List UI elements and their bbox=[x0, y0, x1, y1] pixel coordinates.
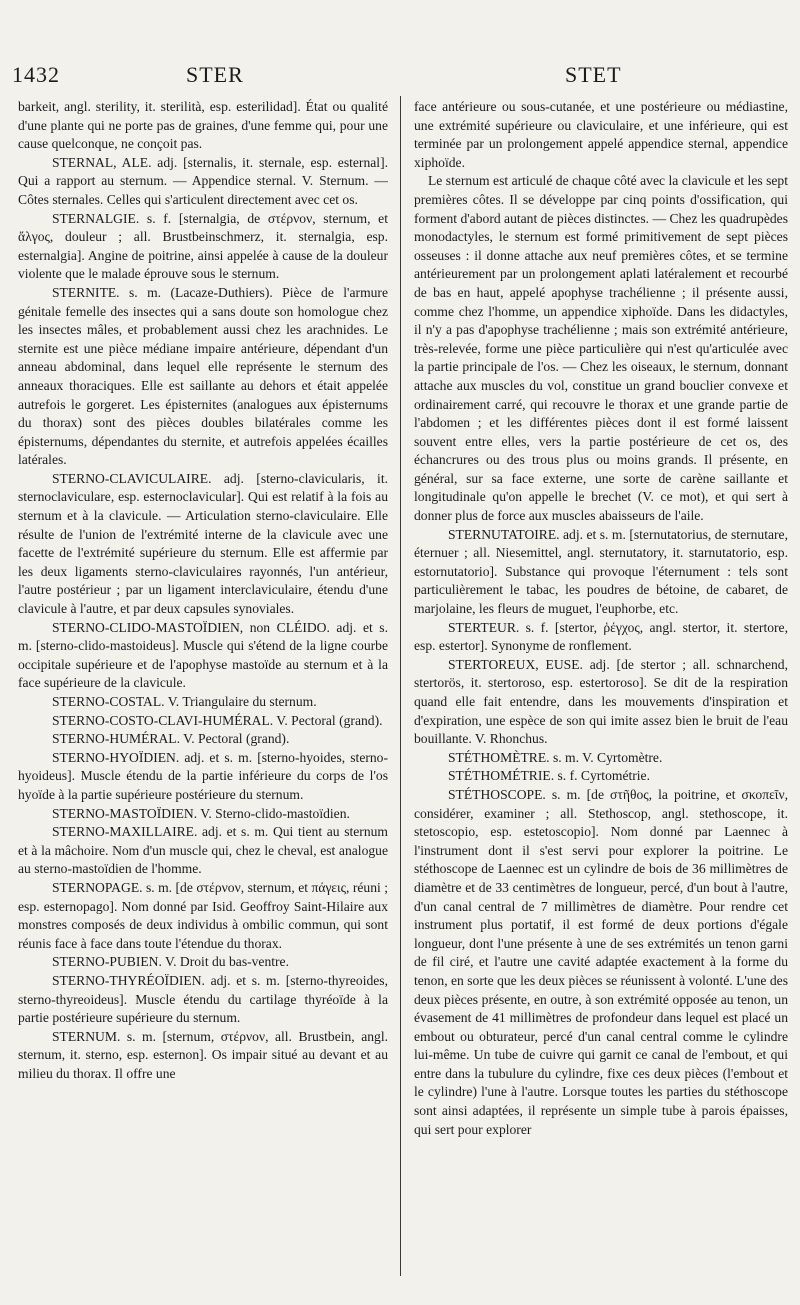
entry-stertoreux: STERTOREUX, EUSE. adj. [de stertor ; all. schnarchend, stertorös, it. stertoroso, esp. estertoroso]. Se dit de la respiration quand elle fait entendre, dans les mouvements d'inspiration et d'expiration, une espèce de son qui imite assez bien le bruit de l'eau bouillante. V. Rhonchus. bbox=[414, 656, 788, 747]
entry-sterteur: STERTEUR. s. f. [stertor, ῥέγχος, angl. stertor, it. stertore, esp. estertor]. Synonyme de ronflement. bbox=[414, 619, 788, 654]
entry-sterno-mastoidien: STERNO-MASTOÏDIEN. V. Sterno-clido-mastoïdien. bbox=[52, 805, 350, 821]
entry-sterno-pubien: STERNO-PUBIEN. V. Droit du bas-ventre. bbox=[52, 954, 289, 970]
entry-sterno-claviculaire: STERNO-CLAVICULAIRE. adj. [sterno-clavicularis, it. sternoclaviculare, esp. esternoclavicular]. Qui est relatif à la fois au sternum et à la clavicule. — Articulation sterno-claviculaire. Elle résulte de l'union de l'extrémité interne de la clavicule avec une facette de l'extrémité supérieure du sternum. Elle est affermie par les deux ligaments sterno-claviculaires rayonnés, l'un antérieur, l'autre postérieur ; par un ligament interclaviculaire, étendu d'une clavicule à l'autre, et par deux capsules synoviales. bbox=[18, 470, 388, 617]
guide-word-right: STET bbox=[565, 62, 622, 87]
entry-sternite: STERNITE. s. m. (Lacaze-Duthiers). Pièce de l'armure génitale femelle des insectes qui a sans doute son homologue chez les insectes mâles, et probablement aussi chez les arachnides. Le sternite est une pièce médiane impaire antérieure, dépendant d'un anneau abdominal, dans lequel elle représente le sternum des anneaux thoraciques. Elle est saillante au dehors et était appelée autrefois le gorgeret. Les épisternites (analogues aux épisternums du thorax) sont des pièces doubles bilatérales comme les épisternums, dépendantes du sternite, et autrefois appelées écailles latérales. bbox=[18, 284, 388, 468]
entry-sternum: STERNUM. s. m. [sternum, στέρνον, all. Brustbein, angl. sternum, it. sterno, esp. esternon]. Os impair situé au devant et au milieu du thorax. Il offre une bbox=[18, 1028, 388, 1081]
entry-sterno-costo-clavi-humeral: STERNO-COSTO-CLAVI-HUMÉRAL. V. Pectoral (grand). bbox=[52, 712, 383, 728]
right-column bbox=[414, 98, 788, 1139]
entry-sternutatoire: STERNUTATOIRE. adj. et s. m. [sternutatorius, de sternutare, éternuer ; all. Niesemittel, angl. sternutatory, it. starnutatorio, esp. estornutatorio]. Substance qui provoque l'éternument : tels sont particulièrement le tabac, les poudres de bétoine, de cabaret, de marjolaine, les fleurs de muguet, l'euphorbe, etc. bbox=[414, 526, 788, 617]
entry-stethometrie: STÉTHOMÉTRIE. s. f. Cyrtométrie. bbox=[448, 768, 650, 784]
entry-sternal: STERNAL, ALE. adj. [sternalis, it. sternale, esp. esternal]. Qui a rapport au sternum. — Appendice sternal. V. Sternum. — Côtes sternales. Celles qui s'articulent directement avec cet os. bbox=[18, 154, 388, 207]
entry-sternalgie: STERNALGIE. s. f. [sternalgia, de στέρνον, sternum, et ἄλγος, douleur ; all. Brustbeinschmerz, it. sternalgia, esp. esternalgia]. Angine de poitrine, ainsi appelée à cause de la douleur violente que le malade éprouve sous le sternum. bbox=[18, 210, 388, 282]
entry-sterno-costal: STERNO-COSTAL. V. Triangulaire du sternum. bbox=[52, 694, 317, 709]
entry-stethometre: STÉTHOMÈTRE. s. m. V. Cyrtomètre. bbox=[448, 749, 663, 765]
entry-sternum-paragraph: Le sternum est articulé de chaque côté avec la clavicule et les sept premières côtes. Il se développe par cinq points d'ossification, qui forment d'abord autant de pièces distinctes. — Chez les quadrupèdes monodactyles, le sternum est formé primitivement de sept pièces osseuses : il donne attache aux neuf premières côtes, et se termine antérieurement par un prolongement aplati latéralement et recourbé de bas en haut, appelé apophyse trachélienne ; il présente aussi, comme chez l'homme, un appendice xiphoïde. Dans les didactyles, il n'y a pas d'apophyse trachélienne ; mais son extrémité antérieure, très-relevée, forme une pièce particulière qui n'est qu'articulée avec la partie principale de l'os. — Chez les oiseaux, le sternum, donnant attache aux muscles du vol, constitue un grand bouclier convexe et ordinairement carré, qui recouvre le thorax et une grande partie de l'abdomen ; et les différentes pièces dont il est formé laissent souvent entre elles, vers la partie postérieure de cet os, des échancrures ou des trous plus ou moins grands. Il présente, en général, sur sa face externe, une sorte de carène saillante et longitudinale qu'on appelle le brechet (V. ce mot), et qui sert à donner plus de force aux muscles abaisseurs de l'aile. bbox=[414, 173, 788, 524]
entry-continuation: barkeit, angl. sterility, it. sterilità, esp. esterilidad]. État ou qualité d'une plante qui ne porte pas de graines, d'une femme qui, pour une cause quelconque, ne conçoit pas. bbox=[18, 99, 388, 152]
entry-sterno-clido-mastoidien: STERNO-CLIDO-MASTOÏDIEN, non CLÉIDO. adj. et s. m. [sterno-clido-mastoideus]. Muscle qui s'étend de la ligne courbe occipitale supérieure et de l'apophyse mastoïde au sternum et à la face supérieure de la clavicule. bbox=[18, 619, 388, 691]
entry-sternopage: STERNOPAGE. s. m. [de στέρνον, sternum, et πάγεις, réuni ; esp. esternopago]. Nom donné par Isid. Geoffroy Saint-Hilaire aux monstres composés de deux individus à ombilic commun, qui sont réunis face à face dans toute l'étendue du thorax. bbox=[18, 879, 388, 951]
left-column bbox=[18, 98, 388, 1083]
entry-sterno-humeral: STERNO-HUMÉRAL. V. Pectoral (grand). bbox=[52, 731, 290, 747]
page-number: 1432 bbox=[12, 62, 60, 87]
column-divider bbox=[400, 96, 401, 1276]
entry-sterno-thyreoidien: STERNO-THYRÉOÏDIEN. adj. et s. m. [sterno-thyreoides, sterno-thyreoideus]. Muscle étendu du cartilage thyréoïde à la partie postérieure supérieure du sternum. bbox=[18, 972, 388, 1026]
entry-sterno-maxillaire: STERNO-MAXILLAIRE. adj. et s. m. Qui tient au sternum et à la mâchoire. Nom d'un muscle qui, chez le cheval, est analogue au sterno-mastoïdien de l'homme. bbox=[18, 824, 388, 877]
running-header bbox=[0, 62, 800, 92]
guide-word-left: STER bbox=[186, 62, 244, 87]
entry-sterno-hyoidien: STERNO-HYOÏDIEN. adj. et s. m. [sterno-hyoides, sterno-hyoideus]. Muscle étendu de la partie inférieure du corps de l'os hyoïde à la partie supérieure postérieure du sternum. bbox=[18, 749, 388, 802]
entry-stethoscope: STÉTHOSCOPE. s. m. [de στῆθος, la poitrine, et σκοπεῖν, considérer, examiner ; all. Stethoscop, angl. stethoscope, it. stetoscopio, esp. estetoscopio]. Nom donné par Laennec à l'instrument dont il s'est servi pour explorer la poitrine. Le stéthoscope de Laennec est un cylindre de bois de 36 millimètres de diamètre et de 33 centimètres de longueur, percé, d'un bout à l'autre, d'un canal central de 7 millimètres de diamètre. Pour rendre cet instrument plus portatif, il est formé de deux portions d'égale longueur, dont l'une présente à une de ses extrémités un tenon garni de fil ciré, et l'autre une cavité adaptée exactement à la forme du tenon, en sorte que les deux pièces se réunissent à volonté. L'une des deux pièces présente, en outre, à son extrémité opposée au tenon, un évasement de 41 millimètres de profondeur dans lequel est placé un embout ou obturateur, percé d'un canal central comme le cylindre lui-même. Un tube de cuivre qui garnit ce canal de l'embout, et qui entre dans la tubulure du cylindre, fixe ces deux pièces (l'embout et le cylindre) l'une à l'autre. Lorsque toutes les parties du stéthoscope sont ainsi adaptées, il représente un simple tube à parois épaisses, qui sert pour explorer bbox=[414, 786, 788, 1137]
entry-sternum-continued: face antérieure ou sous-cutanée, et une postérieure ou médiastine, une extrémité supérieure ou claviculaire, et une inférieure, qui est terminée par un prolongement appelé appendice sternal, appendice xiphoïde. bbox=[414, 99, 788, 170]
